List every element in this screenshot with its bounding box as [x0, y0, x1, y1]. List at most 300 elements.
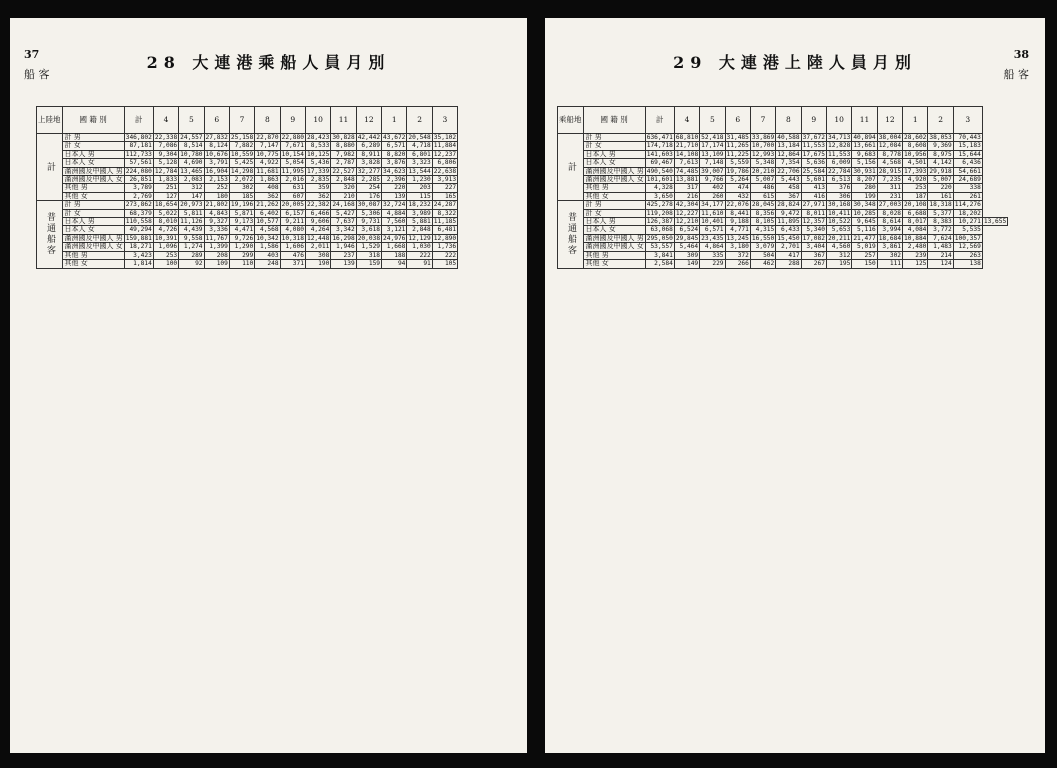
header-total: 計: [645, 107, 674, 134]
value-cell: 11,884: [433, 142, 457, 150]
value-cell: 14,298: [230, 167, 254, 175]
table-row: [558, 142, 1008, 150]
header-month: 5: [179, 107, 204, 134]
value-cell: 280: [852, 184, 877, 192]
value-cell: 21,802: [205, 201, 228, 209]
value-cell: 19,196: [230, 201, 254, 209]
value-cell: 312: [826, 251, 851, 259]
value-cell: 3,772: [928, 226, 953, 234]
value-cell: 42,304: [675, 201, 699, 209]
row-label: 日本人 男: [62, 218, 124, 226]
value-cell: 111: [877, 260, 902, 268]
value-cell: 2,835: [305, 176, 330, 184]
value-cell: 21,710: [675, 142, 699, 150]
value-cell: 24,168: [332, 201, 355, 209]
value-cell: 37,672: [802, 134, 825, 141]
value-cell: 22,870: [256, 134, 279, 141]
value-cell: 11,610: [701, 209, 724, 217]
value-cell: 11,265: [726, 142, 749, 150]
value-cell: 1,833: [153, 176, 178, 184]
value-cell: 12,448: [306, 234, 330, 242]
header-month: 3: [432, 107, 457, 134]
value-cell: 4,718: [407, 142, 432, 150]
value-cell: 8,105: [750, 218, 775, 226]
row-label: 日本人 女: [62, 159, 124, 167]
value-cell: 615: [750, 192, 775, 200]
value-cell: 7,624: [928, 234, 953, 242]
value-cell: 4,315: [750, 226, 775, 234]
value-cell: 11,681: [256, 167, 279, 175]
value-cell: 3,423: [124, 251, 153, 259]
value-cell: 187: [903, 192, 928, 200]
value-cell: 18,202: [953, 209, 982, 217]
value-cell: 413: [801, 184, 826, 192]
value-cell: 8,911: [356, 150, 381, 158]
value-cell: 8,608: [903, 142, 928, 150]
value-cell: 18,318: [929, 201, 952, 209]
value-cell: 6,571: [382, 142, 407, 150]
value-cell: 35,102: [433, 134, 457, 141]
value-cell: 4,560: [826, 243, 851, 251]
value-cell: 376: [826, 184, 851, 192]
value-cell: 25,158: [230, 134, 254, 141]
value-cell: 8,124: [204, 142, 229, 150]
value-cell: 49,294: [124, 226, 153, 234]
value-cell: 425,278: [646, 201, 673, 209]
row-label: 計 男: [62, 201, 124, 209]
left-page: [10, 18, 527, 753]
value-cell: 149: [674, 260, 699, 268]
value-cell: 4,568: [877, 159, 902, 167]
value-cell: 19,786: [726, 167, 749, 175]
value-cell: 10,956: [904, 150, 927, 158]
value-cell: 22,638: [433, 167, 457, 175]
value-cell: 2,769: [124, 192, 153, 200]
value-cell: 159: [356, 260, 381, 268]
value-cell: 18,232: [408, 201, 431, 209]
value-cell: 2,848: [331, 176, 356, 184]
value-cell: 10,775: [256, 150, 279, 158]
row-label: 計 男: [583, 201, 645, 209]
value-cell: 27,003: [878, 201, 902, 209]
value-cell: 5,054: [280, 159, 305, 167]
value-cell: 4,568: [255, 226, 280, 234]
value-cell: 338: [953, 184, 982, 192]
data-table: [36, 106, 458, 269]
value-cell: 3,180: [725, 243, 750, 251]
value-cell: 252: [204, 184, 229, 192]
value-cell: 362: [305, 192, 330, 200]
category-cell: 計: [558, 134, 584, 201]
value-cell: 2,848: [407, 226, 432, 234]
table-row: [558, 192, 1008, 200]
value-cell: 10,577: [256, 218, 279, 226]
value-cell: 3,650: [645, 192, 674, 200]
value-cell: 20,210: [751, 167, 775, 175]
value-cell: 12,890: [433, 234, 457, 242]
value-cell: 2,072: [229, 176, 254, 184]
value-cell: 24,557: [180, 134, 203, 141]
row-label: 其他 女: [583, 192, 645, 200]
value-cell: 4,439: [179, 226, 204, 234]
value-cell: 216: [674, 192, 699, 200]
value-cell: 237: [331, 251, 356, 259]
header-month: 6: [725, 107, 750, 134]
value-cell: 20,038: [357, 234, 381, 242]
value-cell: 94: [382, 260, 407, 268]
value-cell: 2,011: [305, 243, 330, 251]
value-cell: 371: [280, 260, 305, 268]
value-cell: 302: [877, 251, 902, 259]
value-cell: 5,881: [407, 218, 432, 226]
value-cell: 8,383: [928, 218, 953, 226]
value-cell: 17,393: [904, 167, 927, 175]
value-cell: 32,277: [357, 167, 381, 175]
row-label: 計 女: [583, 209, 645, 217]
value-cell: 1,483: [928, 243, 953, 251]
value-cell: 10,318: [281, 234, 304, 242]
value-cell: 9,645: [852, 218, 877, 226]
row-label: 滿洲國及中國人 男: [583, 167, 645, 175]
header-month: 10: [826, 107, 851, 134]
value-cell: 110: [229, 260, 254, 268]
value-cell: 18,654: [154, 201, 178, 209]
value-cell: 42,442: [357, 134, 381, 141]
value-cell: 5,427: [331, 209, 356, 217]
value-cell: 3,841: [645, 251, 674, 259]
value-cell: 1,399: [204, 243, 229, 251]
value-cell: 1,274: [179, 243, 204, 251]
value-cell: 6,481: [432, 226, 457, 234]
table-row: [558, 260, 1008, 268]
value-cell: 8,322: [432, 209, 457, 217]
value-cell: 227: [432, 184, 457, 192]
value-cell: 3,861: [877, 243, 902, 251]
value-cell: 6,806: [432, 159, 457, 167]
table-row: [37, 209, 458, 217]
value-cell: 1,606: [280, 243, 305, 251]
value-cell: 306: [826, 192, 851, 200]
value-cell: 22,527: [332, 167, 355, 175]
value-cell: 91: [407, 260, 432, 268]
value-cell: 260: [700, 192, 725, 200]
table-row: [558, 201, 1008, 209]
value-cell: 8,028: [877, 209, 902, 217]
value-cell: 185: [229, 192, 254, 200]
row-label: 滿洲國及中國人 女: [62, 243, 124, 251]
page-number: 37: [24, 48, 40, 61]
header-route: 國 籍 別: [583, 107, 645, 134]
value-cell: 28,824: [777, 201, 800, 209]
value-cell: 112,733: [125, 150, 152, 158]
value-cell: 17,082: [802, 234, 825, 242]
value-cell: 251: [153, 184, 178, 192]
value-cell: 11,995: [281, 167, 304, 175]
row-label: 日本人 男: [583, 218, 645, 226]
value-cell: 4,690: [179, 159, 204, 167]
value-cell: 10,559: [230, 150, 254, 158]
table-row: [37, 251, 458, 259]
value-cell: 253: [903, 184, 928, 192]
value-cell: 39,007: [701, 167, 724, 175]
value-cell: 5,007: [750, 176, 775, 184]
value-cell: 13,465: [180, 167, 203, 175]
value-cell: 1,096: [153, 243, 178, 251]
table-body: [37, 107, 458, 269]
header-month: 11: [331, 107, 356, 134]
table-body: [558, 107, 1008, 269]
value-cell: 9,188: [725, 218, 750, 226]
value-cell: 18,684: [878, 234, 902, 242]
value-cell: 5,348: [750, 159, 775, 167]
value-cell: 7,147: [255, 142, 280, 150]
value-cell: 4,771: [725, 226, 750, 234]
value-cell: 16,550: [751, 234, 775, 242]
value-cell: 1,814: [124, 260, 153, 268]
value-cell: 5,636: [801, 159, 826, 167]
value-cell: 254: [356, 184, 381, 192]
value-cell: 4,471: [229, 226, 254, 234]
value-cell: 26,851: [124, 176, 153, 184]
table-row: [558, 134, 1008, 142]
value-cell: 10,342: [256, 234, 279, 242]
row-label: 其他 女: [62, 260, 124, 268]
value-cell: 9,472: [776, 209, 801, 217]
value-cell: 231: [877, 192, 902, 200]
value-cell: 6,436: [953, 159, 982, 167]
row-label: 計 女: [62, 209, 124, 217]
value-cell: 12,084: [878, 142, 902, 150]
value-cell: 4,864: [700, 243, 725, 251]
value-cell: 346,802: [125, 134, 152, 141]
value-cell: 53,557: [645, 243, 674, 251]
value-cell: 32,724: [383, 201, 406, 209]
value-cell: 22,382: [306, 201, 330, 209]
value-cell: 3,828: [356, 159, 381, 167]
header-total: 計: [124, 107, 153, 134]
value-cell: 3,323: [407, 159, 432, 167]
value-cell: 10,391: [154, 234, 178, 242]
value-cell: 6,513: [826, 176, 851, 184]
value-cell: 13,544: [408, 167, 431, 175]
value-cell: 8,778: [877, 150, 902, 158]
header-month: 9: [801, 107, 826, 134]
value-cell: 30,348: [853, 201, 876, 209]
row-label: 其他 女: [62, 192, 124, 200]
value-cell: 335: [700, 251, 725, 259]
value-cell: 17,174: [701, 142, 724, 150]
value-cell: 317: [674, 184, 699, 192]
value-cell: 3,404: [801, 243, 826, 251]
value-cell: 9,726: [229, 234, 254, 242]
value-cell: 432: [725, 192, 750, 200]
value-cell: 372: [725, 251, 750, 259]
value-cell: 8,975: [928, 150, 953, 158]
value-cell: 13,881: [675, 176, 699, 184]
value-cell: 7,613: [674, 159, 699, 167]
value-cell: 29,845: [675, 234, 699, 242]
row-label: 滿洲國及中國人 男: [583, 234, 645, 242]
value-cell: 180: [204, 192, 229, 200]
value-cell: 68,810: [675, 134, 699, 141]
header-month: 12: [356, 107, 381, 134]
side-label: 船 客: [1003, 68, 1029, 81]
value-cell: 1,290: [229, 243, 254, 251]
page-title: 29 大連港上陸人員月別: [673, 53, 917, 72]
value-cell: 7,982: [331, 150, 356, 158]
value-cell: 1,736: [432, 243, 457, 251]
value-cell: 12,828: [827, 142, 851, 150]
row-label: 計 男: [583, 134, 645, 142]
value-cell: 11,225: [726, 150, 749, 158]
value-cell: 4,328: [645, 184, 674, 192]
value-cell: 11,767: [205, 234, 228, 242]
value-cell: 114,276: [954, 201, 981, 209]
value-cell: 2,083: [179, 176, 204, 184]
value-cell: 6,801: [407, 150, 432, 158]
value-cell: 16,298: [332, 234, 355, 242]
value-cell: 8,533: [305, 142, 330, 150]
value-cell: 3,994: [877, 226, 902, 234]
value-cell: 417: [776, 251, 801, 259]
value-cell: 12,210: [675, 218, 699, 226]
value-cell: 367: [776, 192, 801, 200]
table-row: [37, 201, 458, 209]
value-cell: 38,004: [878, 134, 902, 141]
table-row: [558, 251, 1008, 259]
row-label: 滿洲國及中國人 女: [583, 176, 645, 184]
value-cell: 12,993: [751, 150, 775, 158]
header-route: 國 籍 別: [62, 107, 124, 134]
value-cell: 12,227: [675, 209, 699, 217]
header-month: 8: [776, 107, 801, 134]
value-cell: 408: [255, 184, 280, 192]
value-cell: 159,881: [125, 234, 152, 242]
value-cell: 8,514: [179, 142, 204, 150]
value-cell: 299: [229, 251, 254, 259]
value-cell: 222: [432, 251, 457, 259]
value-cell: 24,689: [953, 176, 982, 184]
value-cell: 1,230: [407, 176, 432, 184]
value-cell: 210: [331, 192, 356, 200]
value-cell: 109: [204, 260, 229, 268]
value-cell: 6,466: [305, 209, 330, 217]
table-header: [558, 107, 1008, 134]
value-cell: 2,480: [903, 243, 928, 251]
value-cell: 5,443: [776, 176, 801, 184]
value-cell: 30,168: [827, 201, 851, 209]
value-cell: 125: [903, 260, 928, 268]
value-cell: 150: [852, 260, 877, 268]
value-cell: 18,271: [124, 243, 153, 251]
row-label: 計 女: [583, 142, 645, 150]
row-label: 日本人 女: [583, 226, 645, 234]
value-cell: 222: [407, 251, 432, 259]
table-header: [37, 107, 458, 134]
value-cell: 27,971: [802, 201, 825, 209]
value-cell: 33,869: [751, 134, 775, 141]
value-cell: 10,285: [853, 209, 876, 217]
value-cell: 20,005: [281, 201, 304, 209]
value-cell: 4,922: [255, 159, 280, 167]
value-cell: 30,931: [853, 167, 876, 175]
value-cell: 176: [356, 192, 381, 200]
value-cell: 289: [179, 251, 204, 259]
value-cell: 5,264: [725, 176, 750, 184]
value-cell: 119,208: [646, 209, 673, 217]
value-cell: 1,586: [255, 243, 280, 251]
value-cell: 4,726: [153, 226, 178, 234]
value-cell: 4,920: [903, 176, 928, 184]
value-cell: 28,602: [904, 134, 927, 141]
value-cell: 5,653: [826, 226, 851, 234]
header-month: 2: [928, 107, 953, 134]
value-cell: 6,524: [674, 226, 699, 234]
table-row: [37, 260, 458, 268]
value-cell: 2,016: [280, 176, 305, 184]
value-cell: 17,675: [802, 150, 825, 158]
value-cell: 6,157: [280, 209, 305, 217]
value-cell: 3,342: [331, 226, 356, 234]
value-cell: 7,560: [382, 218, 407, 226]
value-cell: 100,357: [954, 234, 981, 242]
value-cell: 4,084: [903, 226, 928, 234]
value-cell: 5,007: [928, 176, 953, 184]
value-cell: 12,569: [953, 243, 982, 251]
header-corner: 乘船地: [558, 107, 584, 134]
value-cell: 5,340: [801, 226, 826, 234]
value-cell: 3,913: [432, 176, 457, 184]
row-label: 其他 女: [583, 260, 645, 268]
header-month: 4: [153, 107, 178, 134]
table-row: [37, 192, 458, 200]
value-cell: 1,946: [331, 243, 356, 251]
value-cell: 486: [750, 184, 775, 192]
value-cell: 22,706: [777, 167, 800, 175]
value-cell: 257: [852, 251, 877, 259]
value-cell: 10,884: [904, 234, 927, 242]
value-cell: 1,529: [356, 243, 381, 251]
value-cell: 9,369: [928, 142, 953, 150]
value-cell: 105: [432, 260, 457, 268]
value-cell: 12,784: [154, 167, 178, 175]
header-month: 8: [255, 107, 280, 134]
value-cell: 295,050: [646, 234, 673, 242]
value-cell: 28,423: [306, 134, 330, 141]
value-cell: 208: [204, 251, 229, 259]
value-cell: 23,435: [701, 234, 724, 242]
header-month: 9: [280, 107, 305, 134]
header-month: 7: [750, 107, 775, 134]
value-cell: 4,884: [382, 209, 407, 217]
row-label: 日本人 女: [62, 226, 124, 234]
value-cell: 504: [750, 251, 775, 259]
value-cell: 12,237: [433, 150, 457, 158]
value-cell: 22,784: [827, 167, 851, 175]
row-label: 其他 男: [62, 251, 124, 259]
value-cell: 490,540: [646, 167, 673, 175]
value-cell: 1,030: [407, 243, 432, 251]
value-cell: 220: [382, 184, 407, 192]
value-cell: 5,871: [229, 209, 254, 217]
table-row: [558, 184, 1008, 192]
value-cell: 10,154: [281, 150, 304, 158]
value-cell: 4,264: [305, 226, 330, 234]
value-cell: 20,211: [827, 234, 851, 242]
value-cell: 43,672: [383, 134, 406, 141]
page-title: 28 大連港乘船人員月別: [146, 53, 391, 72]
value-cell: 308: [305, 251, 330, 259]
